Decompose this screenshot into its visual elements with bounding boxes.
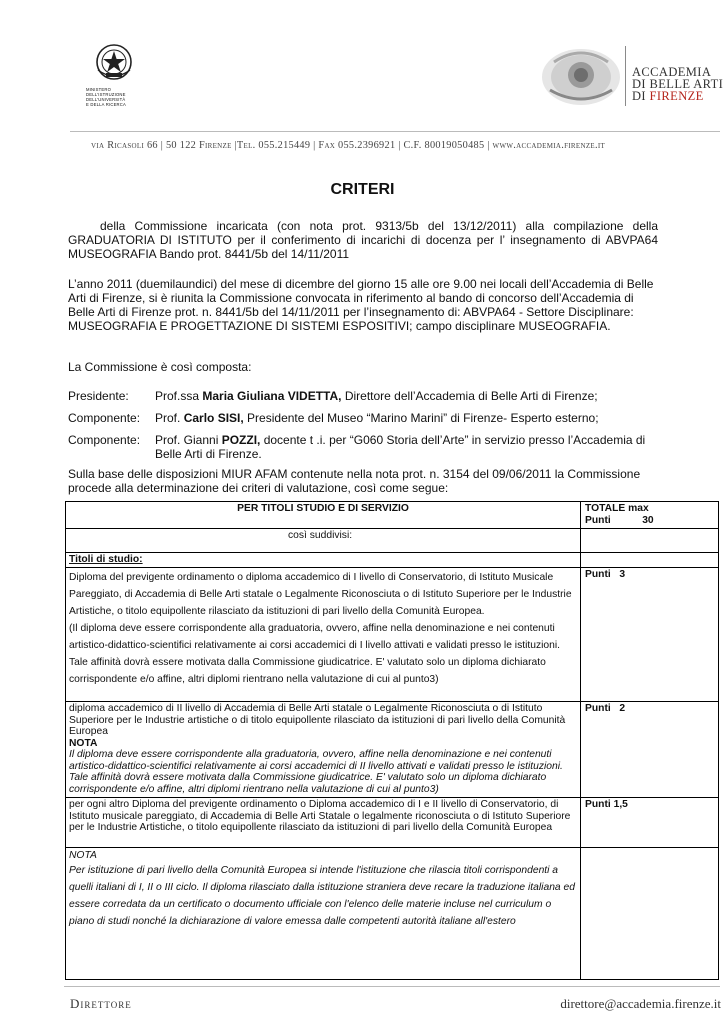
member-description: Prof.ssa Maria Giuliana VIDETTA, Direttore dell’Accademia di Belle Arti di Firenze; <box>155 389 598 403</box>
footer-email: direttore@accademia.firenze.it <box>560 996 721 1011</box>
empty-cell <box>581 553 719 568</box>
header-divider <box>70 131 720 132</box>
table-row <box>66 553 719 568</box>
criterion-cell: per ogni altro Diploma del previgente ordinamento o Diploma accademico di I e II livello di Conservatorio, di Istituto musicale pareggiato, di Accademia di Belle Arti Statale o legalmente riconosciuta o di Istituto Superiore per le Industrie Artistiche, o titolo equipollente rilasciato da istituzioni di pari livello della Comunità Europea <box>66 798 581 848</box>
table-row <box>66 702 719 798</box>
empty-cell <box>581 529 719 553</box>
basis-paragraph: Sulla base delle disposizioni MIUR AFAM contenute nella nota prot. n. 3154 del 09/06/2011 la Commissione procede alla determinazione dei criteri di valutazione, così come segue: <box>68 467 641 495</box>
empty-cell <box>581 848 719 980</box>
academy-emblem-icon <box>540 42 622 112</box>
total-points-cell: TOTALE max Punti 30 <box>581 502 719 529</box>
ministry-caption: MINISTERO DELL'ISTRUZIONE DELL'UNIVERSITÀ E DELLA RICERCA <box>86 87 127 107</box>
member-description: Prof. Carlo SISI, Presidente del Museo “Marino Marini” di Firenze- Esperto esterno; <box>155 411 599 425</box>
address-line: via Ricasoli 66 | 50 122 Firenze |Tel. 055.215449 | Fax 055.2396921 | C.F. 80019050485 | www.accademia.firenze.it <box>91 140 606 151</box>
member-role: Componente: <box>68 411 141 425</box>
document-title: CRITERI <box>330 181 395 198</box>
republic-emblem-icon <box>94 42 134 82</box>
table-row <box>66 848 719 980</box>
ministry-logo <box>86 42 158 107</box>
table-row <box>66 798 719 848</box>
composition-paragraph: La Commissione è così composta: <box>68 360 252 374</box>
meeting-paragraph: L’anno 2011 (duemilaundici) del mese di dicembre del giorno 15 alle ore 9.00 nei locali dell’Accademia di Belle Arti di Firenze, si è riunita la Commissione convocata in riferimento al bando di concorso dell’Accademia di Belle Arti di Firenze prot. n. 8441/5b del 14/11/2011 per l’insegnamento di: ABVPA64 - Settore Disciplinare: MUSEOGRAFIA E PROGETTAZIONE DI SISTEMI ESPOSITIVI; campo disciplinare MUSEOGRAFIA. <box>68 277 654 333</box>
table-header-row <box>66 502 719 529</box>
intro-paragraph: della Commissione incaricata (con nota prot. 9313/5b del 13/12/2011) alla compilazione della GRADUATORIA DI ISTITUTO per il conferimento di incarichi di docenza per l’ insegnamento di ABVPA64 MUSEOGRAFIA Bando prot. 8441/5b del 14/11/2011 <box>68 219 658 261</box>
member-role: Presidente: <box>68 389 129 403</box>
member-description: Prof. Gianni POZZI, docente t .i. per “G060 Storia dell’Arte” in servizio presso l’Accademia di Belle Arti di Firenze. <box>155 433 646 461</box>
criterion-cell: Diploma del previgente ordinamento o diploma accademico di I livello di Conservatorio, di Istituto Musicale Pareggiato, di Accademia di Belle Arti statale o Legalmente Riconosciuta o di Istituto Superiore per le Industrie Artistiche, o titolo equipollente rilasciato da istituzioni di pari livello della Comunità Europea. (Il diploma deve essere corrispondente alla graduatoria, ovvero, affine nella denominazione e nei contenuti artistico-didattico-scientifici relativamente ai corsi accademici di I livello attivati e validati presso le istituzioni. Tale affinità dovrà essere motivata dalla Commissione giudicatrice. E' valutato solo un diploma dichiarato corrispondente e/o affine, altri diplomi rientrano nella valutazione di cui al punto3) <box>66 568 581 702</box>
criteria-table <box>65 501 719 980</box>
points-cell: Punti 3 <box>581 568 719 702</box>
footer-divider <box>64 986 720 987</box>
criterion-cell: diploma accademico di II livello di Accademia di Belle Arti statale o Legalmente Riconosciuta o di Istituto Superiore per le Industrie artistiche o di titolo equipollente rilasciato da istituzioni di pari livello della Comunità Europea NOTA Il diploma deve essere corrispondente alla graduatoria, ovvero, affine nella denominazione e nei contenuti artistico-didattico-scientifici relativamente ai corsi accademici di II livello attivati e validati presso le istituzioni. Tale affinità dovrà essere motivata dalla Commissione giudicatrice. E' valutato solo un diploma dichiarato corrispondente e/o affine, altri diplomi rientrano nella valutazione di cui al punto3) <box>66 702 581 798</box>
points-cell: Punti 2 <box>581 702 719 798</box>
member-role: Componente: <box>68 433 141 447</box>
subdivided-cell: così suddivisi: <box>66 529 581 553</box>
note-cell: NOTA Per istituzione di pari livello della Comunità Europea si intende l'istituzione che rilascia titoli corrispondenti a quelli italiani di I, II o III ciclo. Il diploma rilasciato dalla istituzione straniera deve recare la traduzione italiana ed essere corredata da un certificato o documento ufficiale con l'elenco delle materie incluse nel curriculum o piano di studi nonché la dichiarazione di valore emessa dalle competenti autorità italiane all'estero <box>66 848 581 980</box>
logo-divider <box>625 46 626 106</box>
footer-director: Direttore <box>70 996 132 1011</box>
section-title-cell: Titoli di studio: <box>66 553 581 568</box>
table-header-cell: PER TITOLI STUDIO E DI SERVIZIO <box>66 502 581 529</box>
table-row <box>66 529 719 553</box>
table-row <box>66 568 719 702</box>
points-cell: Punti 1,5 <box>581 798 719 848</box>
academy-name: ACCADEMIA DI BELLE ARTI DI FIRENZE <box>632 65 724 103</box>
